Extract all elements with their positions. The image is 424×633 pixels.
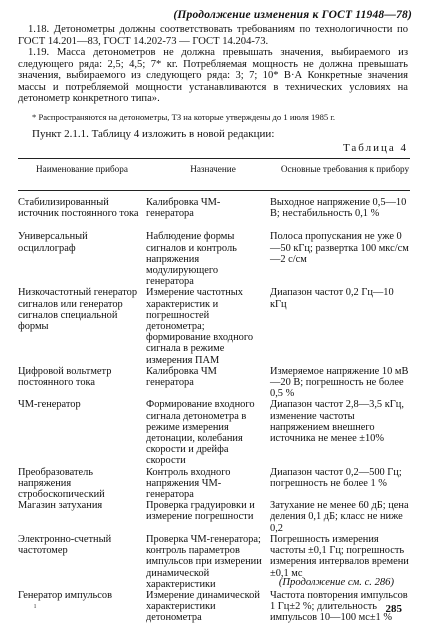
- device-name: Стабилизированный источник постоянного тока: [18, 197, 139, 220]
- device-requirements: Диапазон частот 2,8—3,5 кГц, изменение частоты напряжением внешнего источника не менее ±10%: [270, 399, 404, 445]
- device-purpose: Контроль входного напряжения ЧМ-генератора: [146, 466, 231, 501]
- table-header-rule: [18, 190, 410, 191]
- device-name: Низкочастотный генератор сигналов или генератор сигналов специальной формы: [18, 287, 138, 333]
- table-row: [18, 197, 410, 219]
- device-requirements: Затухание не менее 60 дБ; цена деления 0,1 дБ; класс не ниже 0,2: [270, 500, 409, 534]
- table-row: [18, 366, 410, 400]
- table-body: [18, 197, 410, 624]
- table-row: [18, 287, 410, 365]
- device-name: Универсальный осциллограф: [18, 231, 88, 254]
- continuation-header: (Продолжение изменения к ГОСТ 11948—78): [173, 9, 412, 21]
- device-requirements: Измеряемое напряжение 10 мВ—20 В; погрешность не более 0,5 %: [270, 365, 409, 400]
- table-header-requirements: Основные требования к прибору: [280, 164, 410, 174]
- device-requirements: Диапазон частот 0,2 Гц—10 кГц: [270, 287, 394, 310]
- footnote: * Распространяются на детонометры, ТЗ на которые утверждены до 1 июля 1985 г.: [32, 112, 336, 122]
- device-requirements: Частота повторения импульсов 1 Гц±2 %; длительность импульсов 10—100 мс±1 %: [270, 589, 408, 624]
- table-row: [18, 590, 410, 624]
- device-requirements: Погрешность измерения частоты ±0,1 Гц; погрешность измерения интервалов времени ±0,1 мс: [270, 533, 409, 579]
- table-header-device: Наименование прибора: [36, 164, 128, 174]
- device-requirements: Выходное напряжение 0,5—10 В; нестабильность 0,1 %: [270, 197, 407, 220]
- page-number: 285: [385, 603, 402, 615]
- table-row: [18, 500, 410, 534]
- device-requirements: Диапазон частот 0,2—500 Гц; погрешность не более 1 %: [270, 466, 402, 489]
- device-purpose: Калибровка ЧМ-генератора: [146, 197, 221, 220]
- device-purpose: Проверка ЧМ-генератора; контроль параметров импульсов при измерении динамической характеристики: [146, 533, 262, 590]
- table-header-purpose: Назначение: [190, 164, 236, 174]
- device-purpose: Измерение динамической характеристики детонометра: [146, 589, 260, 624]
- device-purpose: Наблюдение формы сигналов и контроль напряжения модулирующего генератора: [146, 231, 237, 288]
- device-purpose: Проверка градуировки и измерение погрешности: [146, 500, 255, 523]
- device-name: Преобразователь напряжения стробоскопический: [18, 466, 105, 501]
- paragraph-1-19: 1.19. Масса детонометров не должна превышать значения, выбираемого из следующего ряда: 2,5; 4,5; 7* кг. Потребляемая мощность не должна превышать значения, выбираемого из следующего ряда: 3; 7; 10* В·А Конкретные значения массы и потребляемой мощности устанавливаются в технических условиях на детонометр конкретного типа».: [18, 47, 408, 104]
- margin-mark: ı: [34, 601, 37, 610]
- table-row: [18, 231, 410, 287]
- continuation-note: (Продолжение см. с. 286): [278, 577, 394, 588]
- device-name: Цифровой вольтметр постоянного тока: [18, 365, 112, 389]
- device-purpose: Калибровка ЧМ генератора: [146, 365, 217, 389]
- table-row: [18, 399, 410, 466]
- device-purpose: Измерение частотных характеристик и погрешностей детонометра; формирование входного сигнала в режиме измерения ПАМ: [146, 287, 254, 366]
- device-name: Магазин затухания: [18, 500, 103, 512]
- table-top-rule: [18, 158, 410, 159]
- table-row: [18, 467, 410, 501]
- item-2-1-1: Пункт 2.1.1. Таблицу 4 изложить в новой редакции:: [32, 128, 275, 140]
- paragraph-1-18: 1.18. Детонометры должны соответствовать требованиям по технологичности по ГОСТ 14.201—83, ГОСТ 14.202-73 — ГОСТ 14.204-73.: [18, 24, 408, 47]
- table-label: Таблица 4: [342, 142, 408, 154]
- device-name: Генератор импульсов: [18, 589, 113, 601]
- device-requirements: Полоса пропускания не уже 0—50 кГц; развертка 100 мкс/см—2 с/см: [270, 231, 409, 265]
- device-purpose: Формирование входного сигнала детонометра в режиме измерения детонации, колебания скорости и дрейфа скорости: [146, 399, 255, 467]
- device-name: ЧМ-генератор: [18, 399, 81, 411]
- device-name: Электронно-счетный частотомер: [18, 533, 112, 557]
